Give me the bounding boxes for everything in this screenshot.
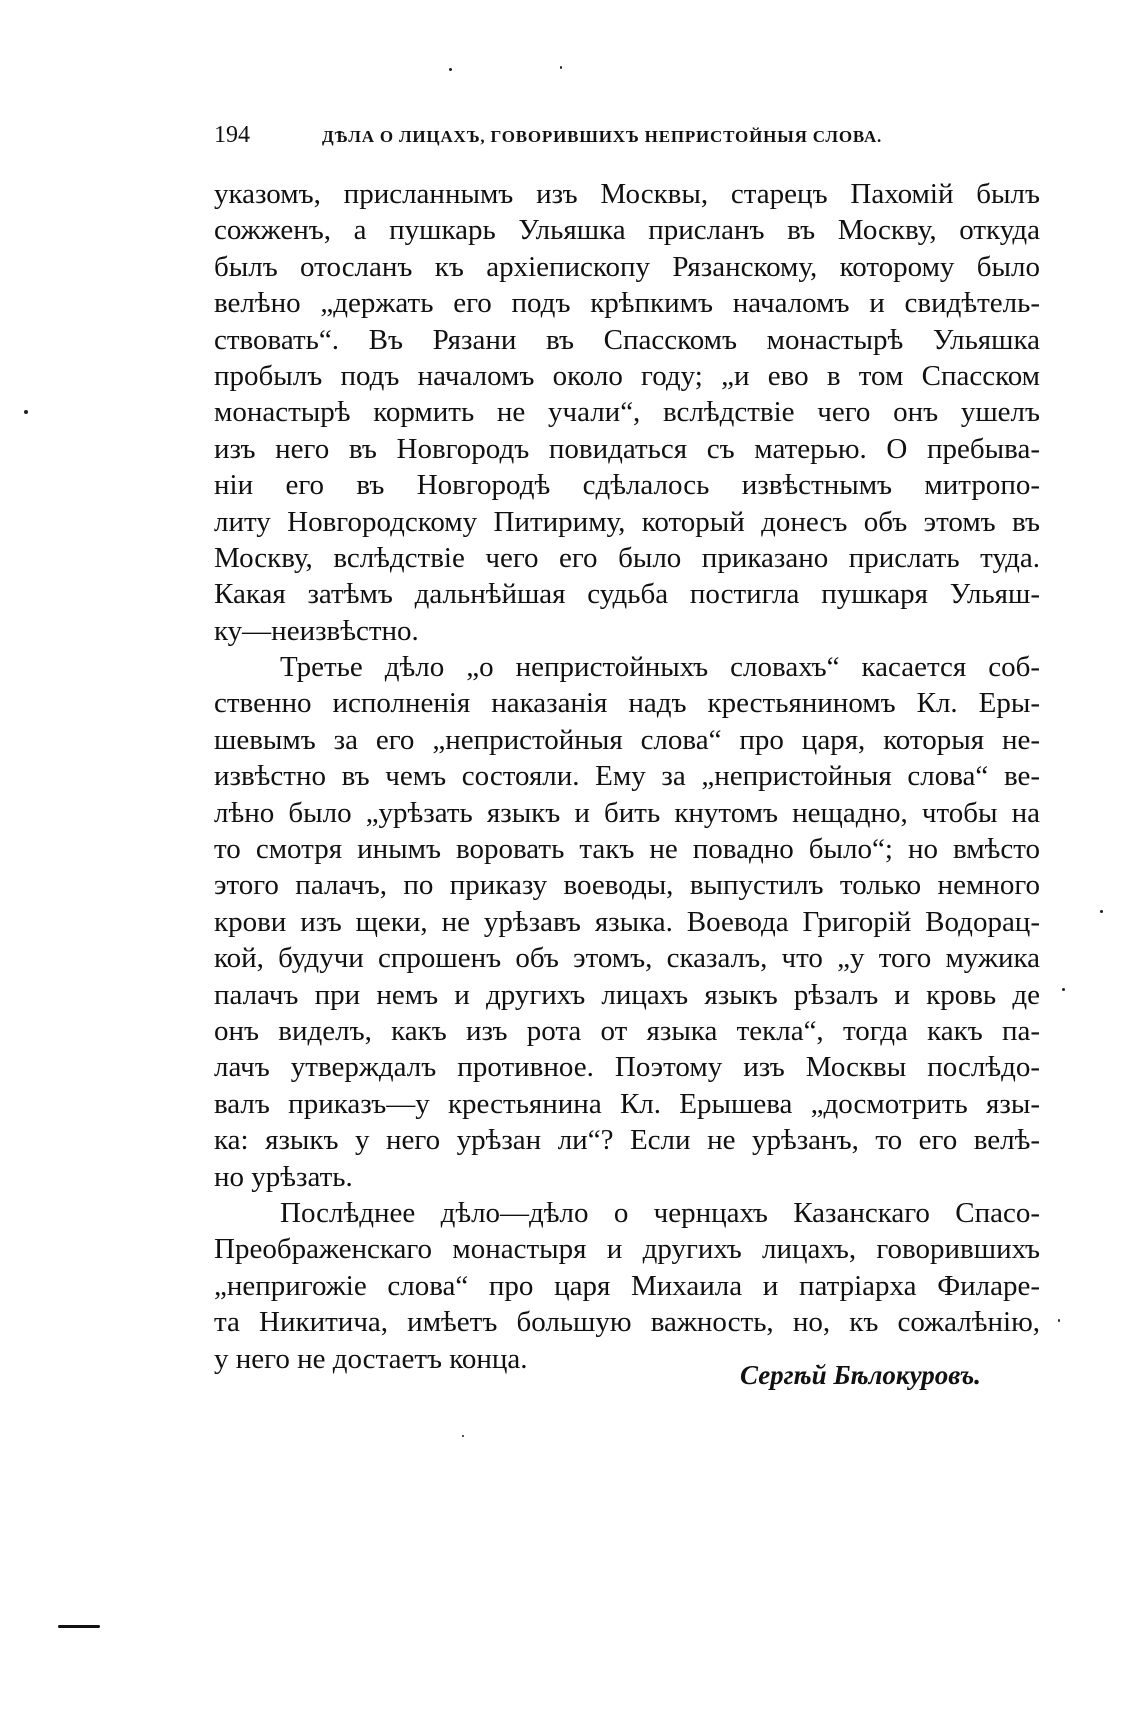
text-line: крови изъ щеки, не урѣзавъ языка. Воевода Григорій Водорац- xyxy=(214,905,1040,938)
text-line: указомъ, присланнымъ изъ Москвы, старецъ Пахомій былъ xyxy=(214,178,1040,210)
text-line: ка: языкъ у него урѣзан ли“? Если не урѣзанъ, то его велѣ- xyxy=(214,1124,1040,1157)
text-line: ствовать“. Въ Рязани въ Спасскомъ монастырѣ Ульяшка xyxy=(214,323,1040,356)
scan-speck xyxy=(1100,910,1103,913)
body-text xyxy=(214,176,1040,1377)
text-line: палачъ при немъ и другихъ лицахъ языкъ рѣзалъ и кровь де xyxy=(214,978,1040,1011)
scan-speck xyxy=(24,410,28,414)
author-signature: Сергѣй Бѣлокуровъ. xyxy=(740,1360,981,1390)
text-line: сожженъ, а пушкарь Ульяшка присланъ въ Москву, откуда xyxy=(214,214,1040,247)
scan-speck xyxy=(1058,1319,1060,1322)
running-head xyxy=(214,122,914,152)
text-line: Преображенскаго монастыря и другихъ лицахъ, говорившихъ xyxy=(214,1233,1040,1266)
text-line: изъ него въ Новгородъ повидаться съ матерью. О пребыва- xyxy=(214,432,1040,465)
text-line: ніи его въ Новгородѣ сдѣлалось извѣстнымъ митропо- xyxy=(214,469,1040,502)
text-line: но урѣзать. xyxy=(214,1160,353,1193)
scan-speck xyxy=(449,68,452,71)
text-line: Какая затѣмъ дальнѣйшая судьба постигла пушкаря Ульяш- xyxy=(214,578,1040,611)
text-line: „непригожіе слова“ про царя Михаила и патріарха Филаре- xyxy=(214,1269,1040,1302)
text-line: былъ отосланъ къ архіепископу Рязанскому, которому было xyxy=(214,250,1040,283)
scan-speck xyxy=(560,66,562,69)
text-line: та Никитича, имѣетъ большую важность, но, къ сожалѣнію, xyxy=(214,1306,1040,1339)
text-line: лачъ утверждалъ противное. Поэтому изъ Москвы послѣдо- xyxy=(214,1051,1040,1084)
scan-edge-mark xyxy=(58,1625,100,1628)
text-line: валъ приказъ—у крестьянина Кл. Ерышева „досмотрить язы- xyxy=(214,1087,1040,1120)
text-line: шевымъ за его „непристойныя слова“ про царя, которыя не- xyxy=(214,723,1040,756)
text-line: литу Новгородскому Питириму, который донесъ объ этомъ въ xyxy=(214,505,1040,538)
text-line: ственно исполненія наказанія надъ крестьяниномъ Кл. Еры- xyxy=(214,687,1040,720)
text-line: этого палачъ, по приказу воеводы, выпустилъ только немного xyxy=(214,869,1040,902)
scan-speck xyxy=(462,1435,464,1437)
text-line: извѣстно въ чемъ состояли. Ему за „непристойныя слова“ ве- xyxy=(214,760,1040,793)
text-line: монастырѣ кормить не учали“, вслѣдствіе чего онъ ушелъ xyxy=(214,396,1040,429)
text-line: Третье дѣло „о непристойныхъ словахъ“ касается соб- xyxy=(280,651,1040,684)
text-line: кой, будучи спрошенъ объ этомъ, сказалъ, что „у того мужика xyxy=(214,942,1040,975)
text-line: Москву, вслѣдствіе чего его было приказано прислать туда. xyxy=(214,541,1040,574)
text-line: у него не достаетъ конца. xyxy=(214,1342,528,1375)
text-line: пробылъ подъ началомъ около году; „и ево в том Спасском xyxy=(214,359,1040,392)
text-line: то смотря инымъ воровать такъ не повадно было“; но вмѣсто xyxy=(214,833,1040,866)
page-number: 194 xyxy=(214,122,250,148)
text-line: велѣно „держать его подъ крѣпкимъ началомъ и свидѣтель- xyxy=(214,287,1040,320)
scan-speck xyxy=(1062,988,1065,991)
text-line: лѣно было „урѣзать языкъ и бить кнутомъ нещадно, чтобы на xyxy=(214,796,1040,829)
text-line: онъ виделъ, какъ изъ рота от языка текла“, тогда какъ па- xyxy=(214,1014,1040,1047)
running-title: ДѢЛА О ЛИЦАХЪ, ГОВОРИВШИХЪ НЕПРИСТОЙНЫЯ СЛОВА. xyxy=(322,127,883,146)
text-line: Послѣднее дѣло—дѣло о чернцахъ Казанскаго Спасо- xyxy=(280,1196,1040,1229)
text-line: ку—неизвѣстно. xyxy=(214,614,419,647)
